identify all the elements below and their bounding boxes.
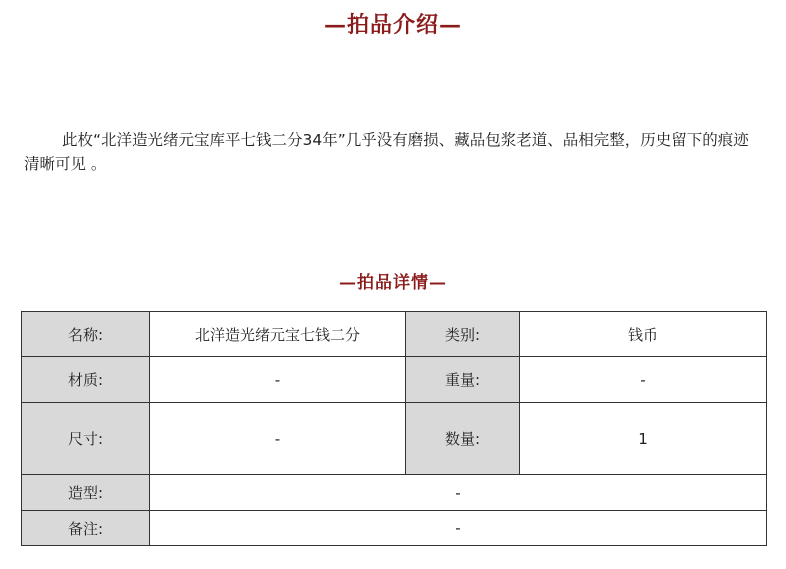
material-label: 材质:	[22, 357, 150, 403]
quantity-label: 数量:	[406, 403, 520, 475]
name-label: 名称:	[22, 312, 150, 357]
size-label: 尺寸:	[22, 403, 150, 475]
table-row	[22, 403, 767, 475]
note-value: -	[150, 511, 767, 546]
table-row	[22, 357, 767, 403]
material-value: -	[150, 357, 406, 403]
shape-label: 造型:	[22, 475, 150, 511]
weight-label: 重量:	[406, 357, 520, 403]
shape-value: -	[150, 475, 767, 511]
quantity-value: 1	[520, 403, 767, 475]
size-value: -	[150, 403, 406, 475]
intro-paragraph: 此枚“北洋造光绪元宝库平七钱二分34年”几乎没有磨损、藏品包浆老道、品相完整，历史留下的痕迹清晰可见 。	[24, 131, 749, 173]
category-value: 钱币	[520, 312, 767, 357]
note-label: 备注:	[22, 511, 150, 546]
details-table	[21, 311, 767, 546]
details-title: —拍品详情—	[339, 273, 447, 293]
table-row	[22, 475, 767, 511]
page-title: —拍品介绍—	[323, 12, 462, 38]
table-row	[22, 511, 767, 546]
name-value: 北洋造光绪元宝七钱二分	[150, 312, 406, 357]
category-label: 类别:	[406, 312, 520, 357]
weight-value: -	[520, 357, 767, 403]
table-row	[22, 312, 767, 357]
